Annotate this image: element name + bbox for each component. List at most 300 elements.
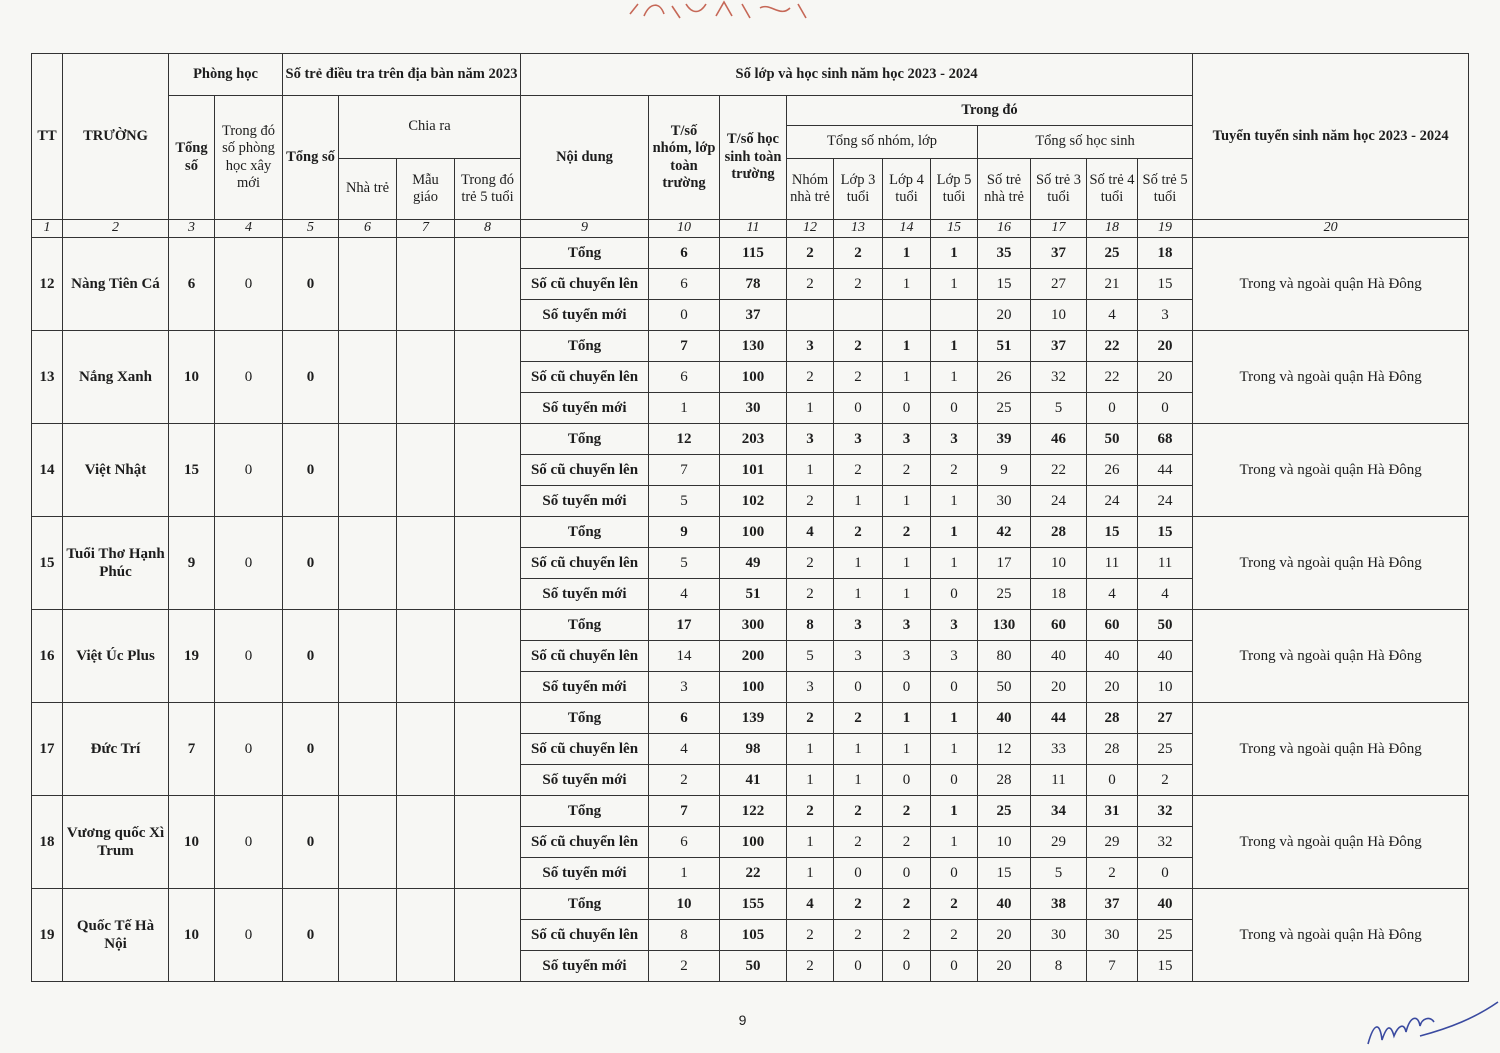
value-cell: 20: [978, 920, 1031, 951]
rooms-total: 6: [169, 238, 215, 331]
value-cell: 40: [1138, 889, 1193, 920]
header-school: TRƯỜNG: [63, 54, 169, 220]
value-cell: 20: [1138, 362, 1193, 393]
enrollment-area: Trong và ngoài quận Hà Đông: [1193, 889, 1469, 982]
value-cell: 2: [787, 579, 834, 610]
value-cell: 40: [1031, 641, 1087, 672]
value-cell: 100: [720, 672, 787, 703]
value-cell: 2: [834, 920, 883, 951]
value-cell: 3: [931, 641, 978, 672]
value-cell: 17: [978, 548, 1031, 579]
value-cell: 60: [1031, 610, 1087, 641]
value-cell: 25: [978, 393, 1031, 424]
value-cell: 1: [931, 269, 978, 300]
value-cell: 20: [1087, 672, 1138, 703]
nursery-count: [339, 331, 397, 424]
value-cell: 22: [1087, 331, 1138, 362]
value-cell: 6: [649, 827, 720, 858]
column-number: 9: [521, 220, 649, 238]
value-cell: 1: [834, 486, 883, 517]
value-cell: 2: [787, 238, 834, 269]
school-name: Việt Úc Plus: [63, 610, 169, 703]
row-label: Tổng: [521, 424, 649, 455]
row-label: Số tuyển mới: [521, 486, 649, 517]
enrollment-area: Trong và ngoài quận Hà Đông: [1193, 517, 1469, 610]
row-label: Tổng: [521, 889, 649, 920]
value-cell: 200: [720, 641, 787, 672]
nursery-count: [339, 889, 397, 982]
value-cell: 2: [883, 889, 931, 920]
value-cell: 22: [720, 858, 787, 889]
value-cell: 12: [649, 424, 720, 455]
value-cell: 0: [931, 858, 978, 889]
value-cell: 2: [787, 362, 834, 393]
value-cell: 1: [931, 796, 978, 827]
value-cell: 10: [1031, 300, 1087, 331]
value-cell: 37: [1031, 238, 1087, 269]
value-cell: 20: [1138, 331, 1193, 362]
row-label: Tổng: [521, 703, 649, 734]
value-cell: 0: [931, 393, 978, 424]
value-cell: 1: [931, 703, 978, 734]
value-cell: 2: [787, 486, 834, 517]
row-label: Tổng: [521, 331, 649, 362]
value-cell: 100: [720, 362, 787, 393]
header-children-nursery: Số trẻ nhà trẻ: [978, 159, 1031, 220]
value-cell: 1: [787, 827, 834, 858]
header-children-4: Số trẻ 4 tuổi: [1087, 159, 1138, 220]
value-cell: 24: [1138, 486, 1193, 517]
value-cell: 6: [649, 269, 720, 300]
value-cell: 2: [834, 455, 883, 486]
school-name: Đức Trí: [63, 703, 169, 796]
value-cell: 39: [978, 424, 1031, 455]
value-cell: 100: [720, 517, 787, 548]
value-cell: 115: [720, 238, 787, 269]
value-cell: 20: [978, 951, 1031, 982]
header-classrooms: Phòng học: [169, 54, 283, 96]
value-cell: 105: [720, 920, 787, 951]
value-cell: 2: [787, 951, 834, 982]
value-cell: 4: [1087, 579, 1138, 610]
column-number: 20: [1193, 220, 1469, 238]
stamp-mark: [620, 0, 820, 22]
value-cell: 1: [787, 393, 834, 424]
value-cell: 78: [720, 269, 787, 300]
value-cell: 2: [787, 796, 834, 827]
value-cell: 4: [787, 517, 834, 548]
nursery-count: [339, 424, 397, 517]
value-cell: 2: [883, 796, 931, 827]
value-cell: 0: [834, 951, 883, 982]
value-cell: 7: [1087, 951, 1138, 982]
value-cell: 2: [834, 796, 883, 827]
school-name: Tuổi Thơ Hạnh Phúc: [63, 517, 169, 610]
table-row: [32, 424, 1469, 455]
value-cell: 2: [834, 517, 883, 548]
rooms-total: 15: [169, 424, 215, 517]
value-cell: 1: [883, 486, 931, 517]
value-cell: 2: [834, 269, 883, 300]
value-cell: 15: [978, 269, 1031, 300]
value-cell: 2: [883, 455, 931, 486]
value-cell: 1: [931, 734, 978, 765]
value-cell: 4: [1087, 300, 1138, 331]
value-cell: 2: [787, 703, 834, 734]
value-cell: 2: [649, 951, 720, 982]
value-cell: 0: [1087, 765, 1138, 796]
table-row: [32, 889, 1469, 920]
value-cell: 2: [834, 238, 883, 269]
rooms-total: 7: [169, 703, 215, 796]
row-label: Số tuyển mới: [521, 858, 649, 889]
row-label: Số tuyển mới: [521, 579, 649, 610]
value-cell: 60: [1087, 610, 1138, 641]
surveyed-total: 0: [283, 238, 339, 331]
value-cell: 6: [649, 362, 720, 393]
value-cell: 11: [1087, 548, 1138, 579]
value-cell: 25: [1138, 920, 1193, 951]
value-cell: 2: [834, 362, 883, 393]
kindergarten-count: [397, 610, 455, 703]
value-cell: 0: [834, 858, 883, 889]
value-cell: 139: [720, 703, 787, 734]
value-cell: 10: [1031, 548, 1087, 579]
value-cell: [834, 300, 883, 331]
surveyed-total: 0: [283, 610, 339, 703]
school-number: 18: [32, 796, 63, 889]
rooms-total: 10: [169, 796, 215, 889]
value-cell: 34: [1031, 796, 1087, 827]
value-cell: 0: [1087, 393, 1138, 424]
value-cell: 6: [649, 703, 720, 734]
school-number: 19: [32, 889, 63, 982]
value-cell: 50: [720, 951, 787, 982]
value-cell: 8: [1031, 951, 1087, 982]
new-rooms: 0: [215, 703, 283, 796]
value-cell: 122: [720, 796, 787, 827]
value-cell: 44: [1031, 703, 1087, 734]
value-cell: 1: [787, 455, 834, 486]
value-cell: 11: [1138, 548, 1193, 579]
value-cell: 3: [787, 672, 834, 703]
value-cell: 0: [931, 672, 978, 703]
value-cell: 2: [834, 827, 883, 858]
value-cell: 5: [649, 548, 720, 579]
header-content: Nội dung: [521, 96, 649, 220]
new-rooms: 0: [215, 238, 283, 331]
value-cell: 9: [649, 517, 720, 548]
value-cell: 0: [883, 765, 931, 796]
value-cell: 4: [649, 734, 720, 765]
row-label: Số tuyển mới: [521, 951, 649, 982]
column-number: 15: [931, 220, 978, 238]
value-cell: 9: [978, 455, 1031, 486]
row-label: Số tuyển mới: [521, 393, 649, 424]
value-cell: 26: [978, 362, 1031, 393]
column-number: 12: [787, 220, 834, 238]
value-cell: 1: [834, 765, 883, 796]
header-enrollment-area: Tuyển tuyển sinh năm học 2023 - 2024: [1193, 54, 1469, 220]
value-cell: 38: [1031, 889, 1087, 920]
row-label: Số cũ chuyển lên: [521, 362, 649, 393]
value-cell: 26: [1087, 455, 1138, 486]
value-cell: 155: [720, 889, 787, 920]
value-cell: 46: [1031, 424, 1087, 455]
header-class-5: Lớp 5 tuổi: [931, 159, 978, 220]
value-cell: 80: [978, 641, 1031, 672]
column-number: 17: [1031, 220, 1087, 238]
surveyed-total: 0: [283, 424, 339, 517]
value-cell: 37: [1031, 331, 1087, 362]
value-cell: 1: [931, 486, 978, 517]
kindergarten-count: [397, 517, 455, 610]
table-row: [32, 703, 1469, 734]
value-cell: 4: [1138, 579, 1193, 610]
new-rooms: 0: [215, 517, 283, 610]
header-age5: Trong đó trẻ 5 tuổi: [455, 159, 521, 220]
value-cell: 2: [883, 920, 931, 951]
row-label: Số cũ chuyển lên: [521, 827, 649, 858]
value-cell: 2: [834, 331, 883, 362]
value-cell: 18: [1031, 579, 1087, 610]
value-cell: 32: [1138, 827, 1193, 858]
value-cell: 0: [883, 951, 931, 982]
enrollment-area: Trong và ngoài quận Hà Đông: [1193, 703, 1469, 796]
school-number: 13: [32, 331, 63, 424]
value-cell: 30: [720, 393, 787, 424]
value-cell: 22: [1087, 362, 1138, 393]
value-cell: 3: [787, 424, 834, 455]
value-cell: 68: [1138, 424, 1193, 455]
value-cell: 2: [931, 889, 978, 920]
row-label: Tổng: [521, 610, 649, 641]
header-classes-students: Số lớp và học sinh năm học 2023 - 2024: [521, 54, 1193, 96]
row-label: Số cũ chuyển lên: [521, 269, 649, 300]
value-cell: 21: [1087, 269, 1138, 300]
new-rooms: 0: [215, 610, 283, 703]
new-rooms: 0: [215, 796, 283, 889]
header-class-3: Lớp 3 tuổi: [834, 159, 883, 220]
rooms-total: 9: [169, 517, 215, 610]
nursery-count: [339, 517, 397, 610]
column-number: 5: [283, 220, 339, 238]
table-row: [32, 238, 1469, 269]
value-cell: 51: [720, 579, 787, 610]
value-cell: 24: [1031, 486, 1087, 517]
value-cell: 28: [978, 765, 1031, 796]
surveyed-total: 0: [283, 889, 339, 982]
value-cell: 29: [1031, 827, 1087, 858]
kindergarten-count: [397, 796, 455, 889]
age5-count: [455, 889, 521, 982]
signature: [1360, 992, 1500, 1052]
value-cell: 10: [978, 827, 1031, 858]
value-cell: 28: [1087, 703, 1138, 734]
value-cell: 300: [720, 610, 787, 641]
value-cell: 41: [720, 765, 787, 796]
value-cell: 49: [720, 548, 787, 579]
value-cell: 1: [931, 517, 978, 548]
value-cell: 5: [787, 641, 834, 672]
value-cell: 2: [883, 827, 931, 858]
column-number: 13: [834, 220, 883, 238]
value-cell: 2: [1138, 765, 1193, 796]
age5-count: [455, 517, 521, 610]
header-total-students: T/số học sinh toàn trường: [720, 96, 787, 220]
column-number: 11: [720, 220, 787, 238]
value-cell: 17: [649, 610, 720, 641]
row-label: Số cũ chuyển lên: [521, 455, 649, 486]
value-cell: 7: [649, 455, 720, 486]
value-cell: 3: [834, 641, 883, 672]
header-children-5: Số trẻ 5 tuổi: [1138, 159, 1193, 220]
value-cell: [883, 300, 931, 331]
age5-count: [455, 796, 521, 889]
table-row: [32, 331, 1469, 362]
surveyed-total: 0: [283, 331, 339, 424]
value-cell: 5: [649, 486, 720, 517]
value-cell: 1: [834, 548, 883, 579]
row-label: Tổng: [521, 238, 649, 269]
value-cell: 28: [1031, 517, 1087, 548]
row-label: Số cũ chuyển lên: [521, 641, 649, 672]
value-cell: 11: [1031, 765, 1087, 796]
surveyed-total: 0: [283, 517, 339, 610]
column-number-row: [32, 220, 1469, 238]
value-cell: 1: [931, 548, 978, 579]
header-total-groups: T/số nhóm, lớp toàn trường: [649, 96, 720, 220]
table-row: [32, 610, 1469, 641]
column-number: 4: [215, 220, 283, 238]
value-cell: 101: [720, 455, 787, 486]
column-number: 3: [169, 220, 215, 238]
value-cell: 40: [978, 703, 1031, 734]
value-cell: 32: [1138, 796, 1193, 827]
value-cell: 40: [1087, 641, 1138, 672]
value-cell: 10: [649, 889, 720, 920]
value-cell: 4: [787, 889, 834, 920]
value-cell: 30: [978, 486, 1031, 517]
enrollment-area: Trong và ngoài quận Hà Đông: [1193, 796, 1469, 889]
value-cell: 1: [883, 331, 931, 362]
school-number: 14: [32, 424, 63, 517]
value-cell: 20: [978, 300, 1031, 331]
nursery-count: [339, 610, 397, 703]
school-name: Nàng Tiên Cá: [63, 238, 169, 331]
column-number: 14: [883, 220, 931, 238]
value-cell: 3: [931, 610, 978, 641]
value-cell: 0: [834, 393, 883, 424]
nursery-count: [339, 703, 397, 796]
column-number: 8: [455, 220, 521, 238]
value-cell: 3: [787, 331, 834, 362]
value-cell: 42: [978, 517, 1031, 548]
value-cell: 1: [931, 331, 978, 362]
header-new-rooms: Trong đó số phòng học xây mới: [215, 96, 283, 220]
header-surveyed-children: Số trẻ điều tra trên địa bàn năm 2023: [283, 54, 521, 96]
enrollment-area: Trong và ngoài quận Hà Đông: [1193, 610, 1469, 703]
school-name: Việt Nhật: [63, 424, 169, 517]
value-cell: 1: [931, 362, 978, 393]
value-cell: 1: [883, 734, 931, 765]
value-cell: 3: [834, 610, 883, 641]
school-number: 16: [32, 610, 63, 703]
table-row: [32, 796, 1469, 827]
header-class-4: Lớp 4 tuổi: [883, 159, 931, 220]
new-rooms: 0: [215, 331, 283, 424]
value-cell: 3: [883, 424, 931, 455]
enrollment-table: [31, 53, 1469, 982]
column-number: 1: [32, 220, 63, 238]
value-cell: 102: [720, 486, 787, 517]
value-cell: 1: [883, 238, 931, 269]
value-cell: 25: [1138, 734, 1193, 765]
value-cell: 1: [931, 827, 978, 858]
value-cell: 1: [883, 579, 931, 610]
value-cell: 25: [1087, 238, 1138, 269]
header-tt: TT: [32, 54, 63, 220]
column-number: 7: [397, 220, 455, 238]
rooms-total: 10: [169, 889, 215, 982]
row-label: Số cũ chuyển lên: [521, 920, 649, 951]
value-cell: 2: [787, 269, 834, 300]
value-cell: 14: [649, 641, 720, 672]
value-cell: 2: [787, 920, 834, 951]
value-cell: 50: [1138, 610, 1193, 641]
value-cell: 30: [1031, 920, 1087, 951]
value-cell: 0: [931, 765, 978, 796]
kindergarten-count: [397, 331, 455, 424]
value-cell: 2: [883, 517, 931, 548]
value-cell: 3: [883, 610, 931, 641]
value-cell: 10: [1138, 672, 1193, 703]
table-row: [32, 517, 1469, 548]
value-cell: 3: [931, 424, 978, 455]
kindergarten-count: [397, 889, 455, 982]
row-label: Số tuyển mới: [521, 300, 649, 331]
school-number: 12: [32, 238, 63, 331]
value-cell: 29: [1087, 827, 1138, 858]
value-cell: 50: [1087, 424, 1138, 455]
value-cell: 40: [978, 889, 1031, 920]
column-number: 10: [649, 220, 720, 238]
row-label: Tổng: [521, 517, 649, 548]
school-name: Nắng Xanh: [63, 331, 169, 424]
column-number: 16: [978, 220, 1031, 238]
value-cell: 0: [931, 579, 978, 610]
school-name: Vương quốc Xì Trum: [63, 796, 169, 889]
value-cell: 50: [978, 672, 1031, 703]
rooms-total: 19: [169, 610, 215, 703]
value-cell: 0: [834, 672, 883, 703]
age5-count: [455, 610, 521, 703]
age5-count: [455, 331, 521, 424]
surveyed-total: 0: [283, 796, 339, 889]
header-surveyed-total: Tổng số: [283, 96, 339, 220]
value-cell: 100: [720, 827, 787, 858]
row-label: Số tuyển mới: [521, 672, 649, 703]
value-cell: 2: [649, 765, 720, 796]
value-cell: 7: [649, 331, 720, 362]
value-cell: 0: [649, 300, 720, 331]
value-cell: 25: [978, 579, 1031, 610]
value-cell: 15: [978, 858, 1031, 889]
value-cell: 130: [978, 610, 1031, 641]
value-cell: 15: [1138, 517, 1193, 548]
value-cell: 37: [720, 300, 787, 331]
value-cell: 7: [649, 796, 720, 827]
